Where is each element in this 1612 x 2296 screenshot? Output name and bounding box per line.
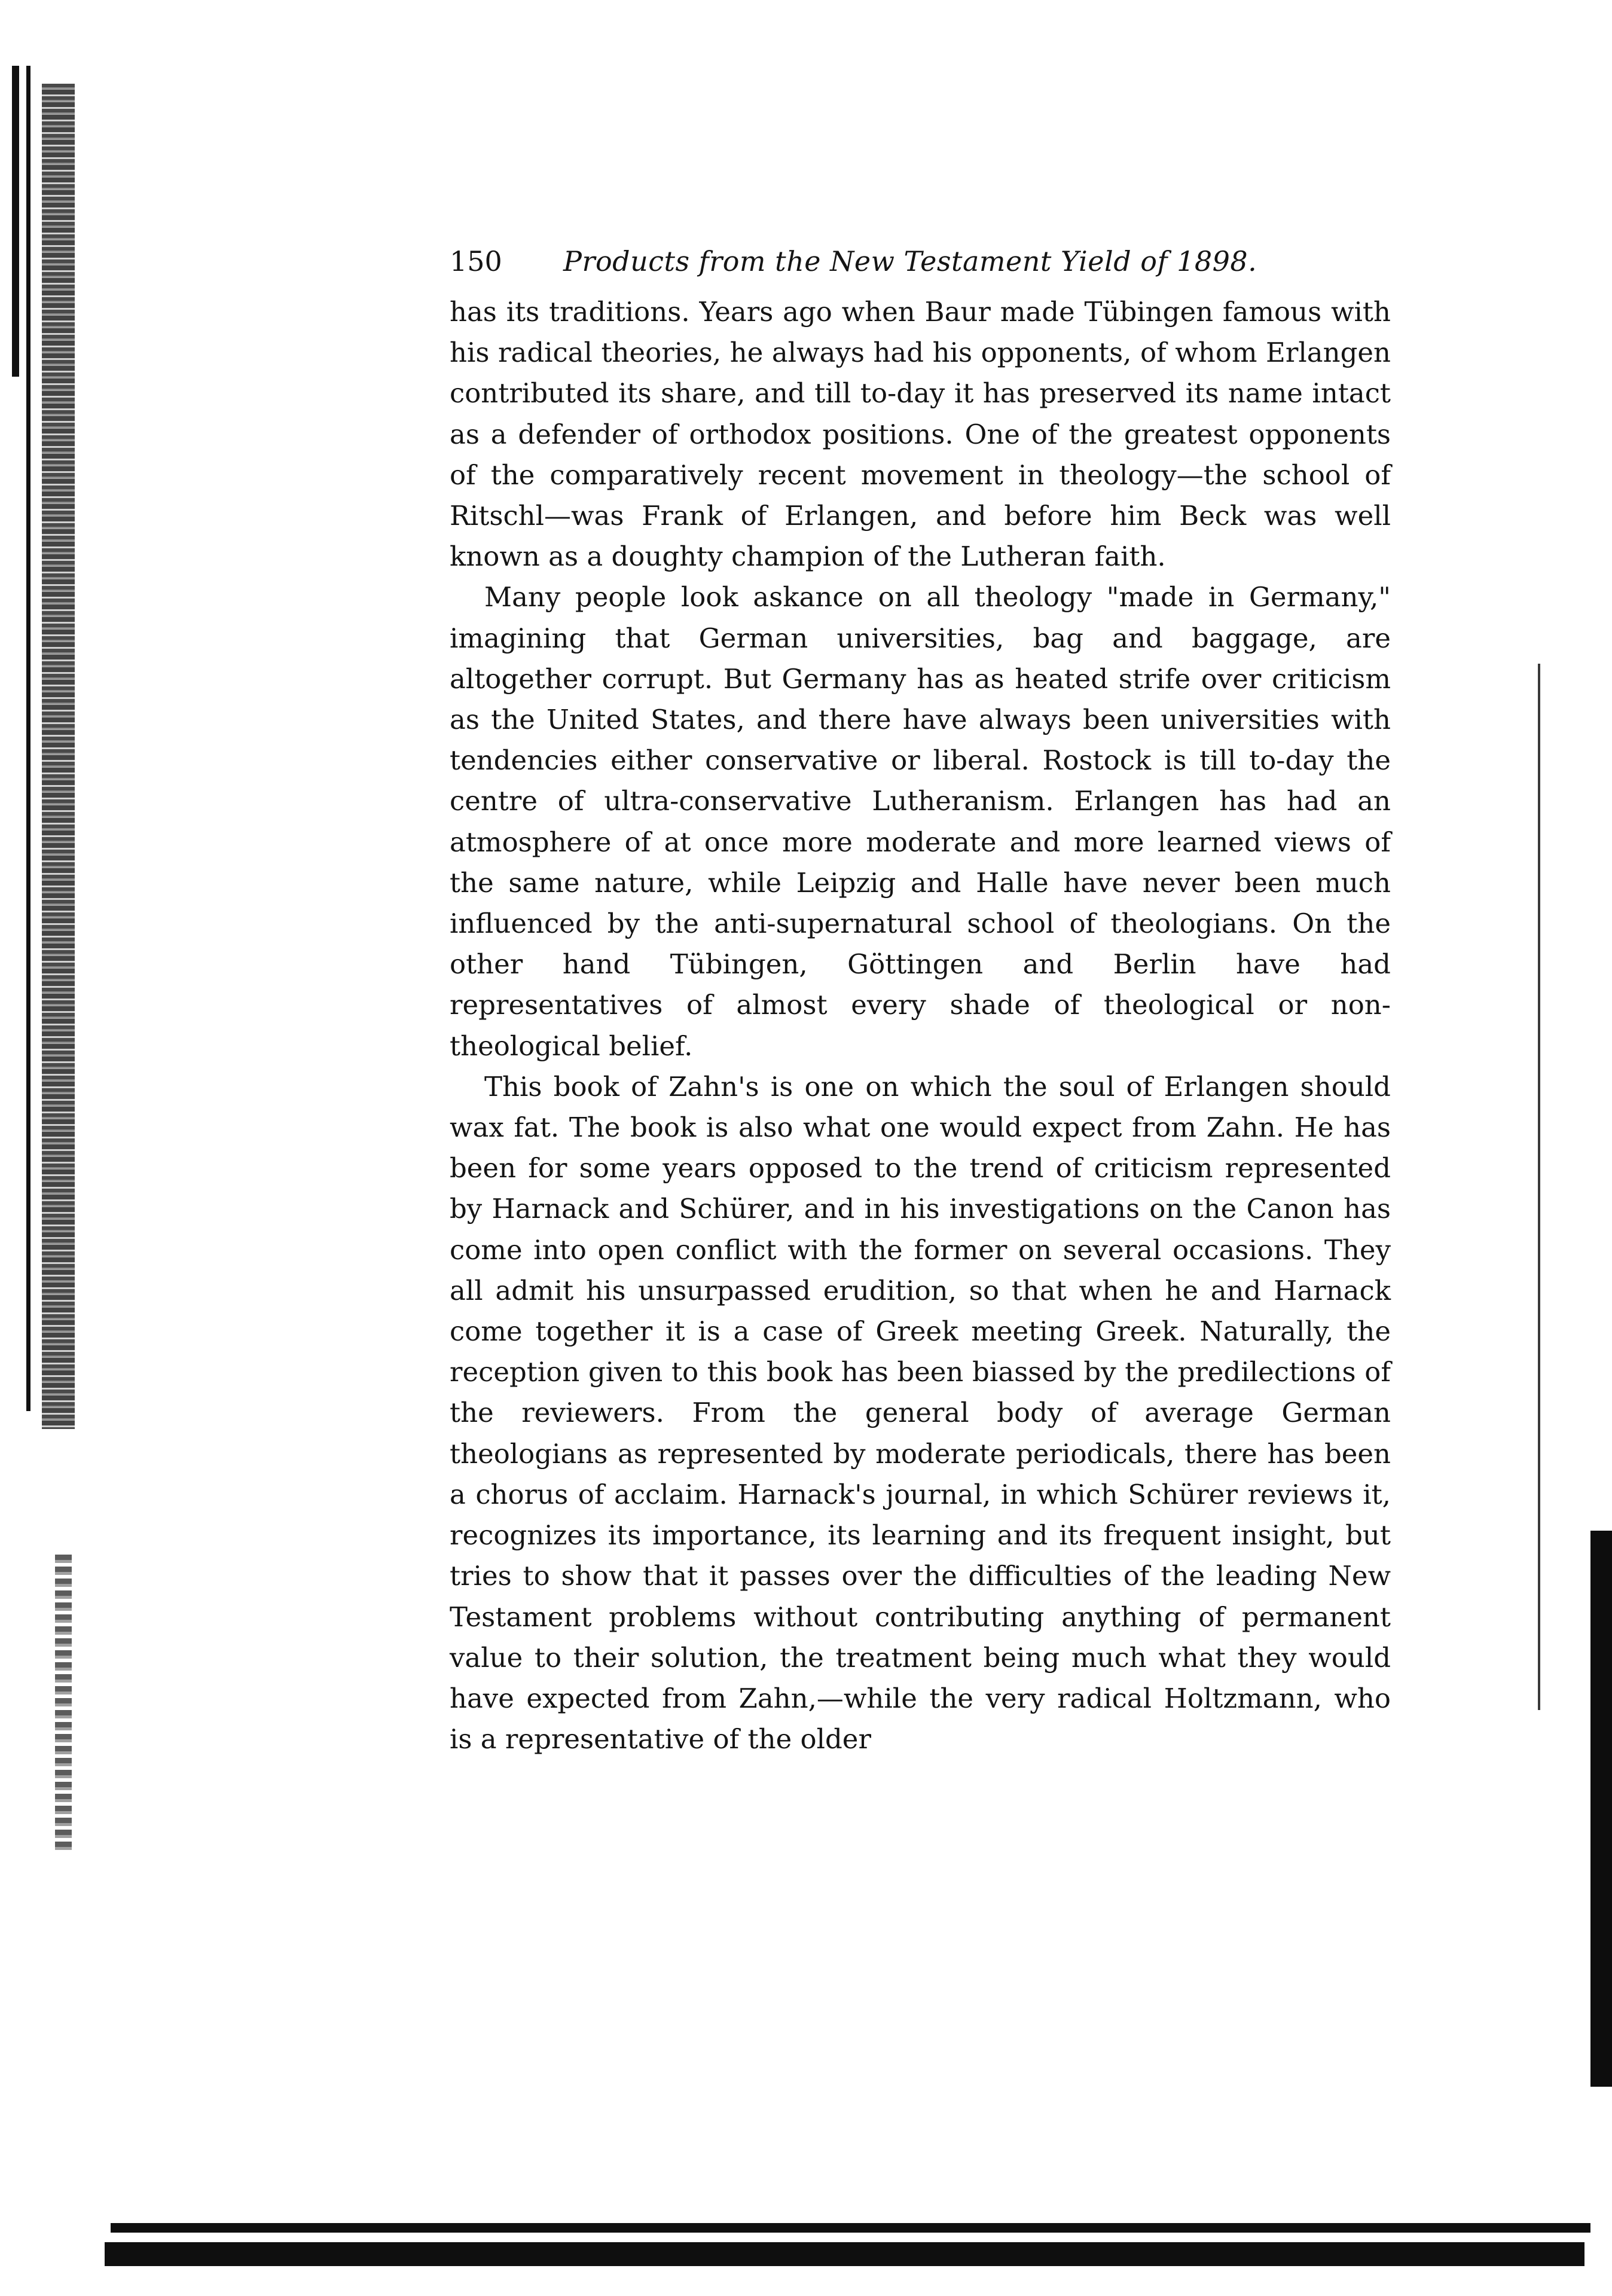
paragraph: has its traditions. Years ago when Baur made Tübingen famous with his radical theories, he always had his opponents, of whom Erlangen contributed its share, and till to-day it has preserved its name intact as a defender of orthodox positions. One of the greatest opponents of the comparatively recent movement in theology—the school of Ritschl—was Frank of Erlangen, and before him Beck was well known as a doughty champion of the Lutheran faith. [450, 296, 1391, 573]
paragraph: This book of Zahn's is one on which the soul of Erlangen should wax fat. The book is also what one would expect from Zahn. He has been for some years opposed to the trend of criticism represented by Harnack and Schürer, and in his investigations on the Canon has come into open conflict with the former on several occasions. They all admit his unsurpassed erudition, so that when he and Harnack come together it is a case of Greek meeting Greek. Naturally, the reception given to this book has been biassed by the predilections of the reviewers. From the general body of average German theologians as represented by moderate periodicals, there has been a chorus of acclaim. Harnack's journal, in which Schürer reviews it, recognizes its importance, its learning and its frequent insight, but tries to show that it passes over the difficulties of the leading New Testament problems without contributing anything of permanent value to their solution, the treatment being much what they would have expected from Zahn,—while the very radical Holtzmann, who is a representative of the older [450, 1070, 1391, 1755]
running-title: Products from the New Testament Yield of 1898. [563, 245, 1257, 277]
scan-binding-shadow [55, 1555, 72, 1854]
scan-edge-mark [12, 66, 19, 377]
running-head [450, 234, 1391, 288]
paragraph: Many people look askance on all theology "made in Germany," imagining that German universities, bag and baggage, are altogether corrupt. But Germany has as heated strife over criticism as the United States, and there have always been universities with tendencies either conservative or liberal. Rostock is till to-day the centre of ultra-conservative Lutheranism. Erlangen has had an atmosphere of at once more moderate and more learned views of the same nature, while Leipzig and Halle have never been much influenced by the anti-supernatural school of theologians. On the other hand Tübingen, Göttingen and Berlin have had representatives of almost every shade of theological or non-theological belief. [450, 581, 1391, 1062]
page-number: 150 [450, 245, 502, 277]
book-page [450, 234, 1391, 1760]
scan-bottom-rule [111, 2223, 1590, 2233]
scan-binding-shadow [42, 84, 75, 1429]
scan-bottom-rule [105, 2242, 1584, 2266]
scan-edge-mark [26, 66, 30, 1411]
body-text [450, 292, 1391, 1760]
scan-page-edge [1590, 1531, 1612, 2087]
scan-page-edge [1538, 664, 1540, 1710]
